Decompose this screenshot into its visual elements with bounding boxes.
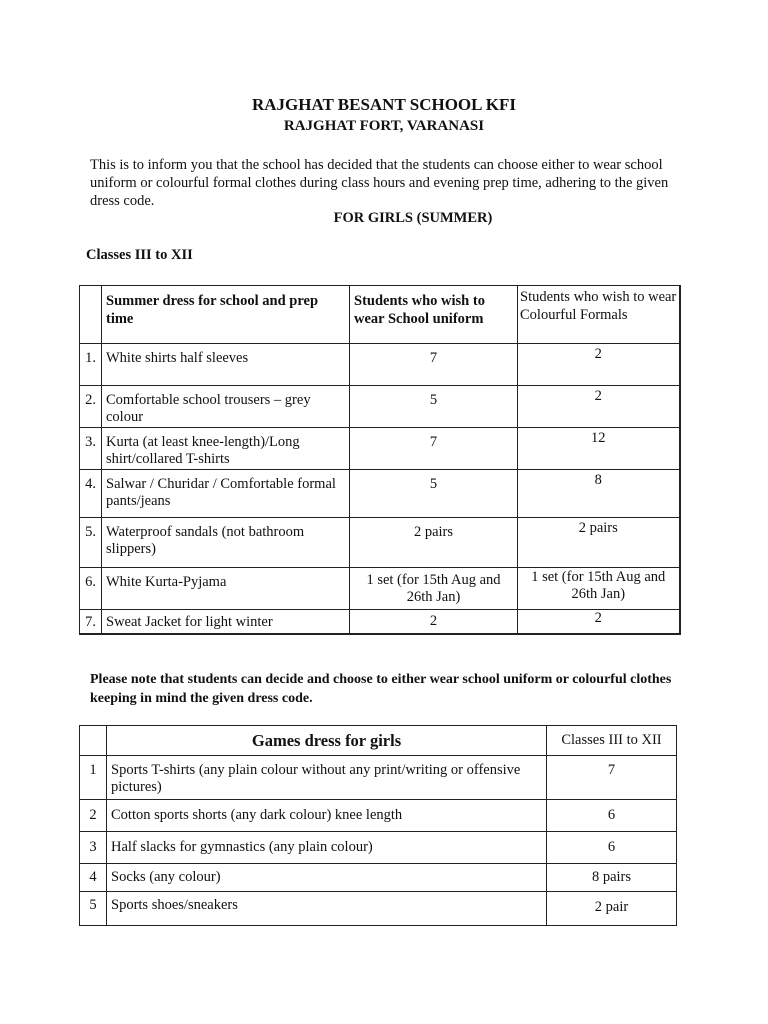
table-row xyxy=(80,386,680,428)
table-row xyxy=(80,568,680,610)
table-row xyxy=(80,800,677,832)
row-number: 4. xyxy=(80,470,102,518)
table-row xyxy=(80,470,680,518)
row-qty: 8 pairs xyxy=(547,864,677,892)
row-uniform-qty: 2 xyxy=(350,610,518,634)
row-formals-qty: 2 xyxy=(518,386,680,428)
row-item: Sports shoes/sneakers xyxy=(107,892,547,926)
games-classes-header: Classes III to XII xyxy=(547,726,677,756)
school-name: RAJGHAT BESANT SCHOOL KFI xyxy=(251,95,517,114)
row-qty: 7 xyxy=(547,756,677,800)
games-table-header-row xyxy=(80,726,677,756)
table-row xyxy=(80,610,680,634)
row-uniform-qty: 1 set (for 15th Aug and 26th Jan) xyxy=(350,568,518,610)
row-uniform-qty: 5 xyxy=(350,470,518,518)
table-row xyxy=(80,428,680,470)
row-number: 7. xyxy=(80,610,102,634)
classes-heading: Classes III to XII xyxy=(86,247,193,263)
row-number: 5. xyxy=(80,518,102,568)
row-number: 6. xyxy=(80,568,102,610)
games-title-header: Games dress for girls xyxy=(107,726,547,756)
row-item: White Kurta-Pyjama xyxy=(102,568,350,610)
row-qty: 2 pair xyxy=(547,892,677,926)
row-number: 1 xyxy=(80,756,107,800)
row-uniform-qty: 2 pairs xyxy=(350,518,518,568)
row-uniform-qty: 7 xyxy=(350,344,518,386)
table-row xyxy=(80,518,680,568)
row-number: 2 xyxy=(80,800,107,832)
summer-dress-table xyxy=(79,285,681,635)
table-row xyxy=(80,892,677,926)
row-uniform-qty: 7 xyxy=(350,428,518,470)
row-formals-qty: 2 xyxy=(518,610,680,634)
row-item: Cotton sports shorts (any dark colour) knee length xyxy=(107,800,547,832)
row-item: Sweat Jacket for light winter xyxy=(102,610,350,634)
row-item: Kurta (at least knee-length)/Long shirt/collared T-shirts xyxy=(102,428,350,470)
row-formals-qty: 2 xyxy=(518,344,680,386)
row-item: White shirts half sleeves xyxy=(102,344,350,386)
header-number-cell xyxy=(80,286,102,344)
row-item: Half slacks for gymnastics (any plain colour) xyxy=(107,832,547,864)
row-item: Sports T-shirts (any plain colour without any print/writing or offensive pictures) xyxy=(107,756,547,800)
row-number: 4 xyxy=(80,864,107,892)
row-item: Comfortable school trousers – grey colour xyxy=(102,386,350,428)
row-formals-qty: 1 set (for 15th Aug and 26th Jan) xyxy=(518,568,680,610)
row-number: 1. xyxy=(80,344,102,386)
header-formals: Students who wish to wear Colourful Formals xyxy=(518,286,680,344)
header-item: Summer dress for school and prep time xyxy=(102,286,350,344)
choice-note: Please note that students can decide and choose to either wear school uniform or colourful clothes keeping in mind the given dress code. xyxy=(90,672,672,706)
row-qty: 6 xyxy=(547,800,677,832)
school-location: RAJGHAT FORT, VARANASI xyxy=(283,118,485,134)
row-formals-qty: 2 pairs xyxy=(518,518,680,568)
row-formals-qty: 8 xyxy=(518,470,680,518)
games-dress-table xyxy=(79,725,677,926)
girls-summer-heading: FOR GIRLS (SUMMER) xyxy=(333,210,493,226)
row-formals-qty: 12 xyxy=(518,428,680,470)
header-number-cell xyxy=(80,726,107,756)
row-qty: 6 xyxy=(547,832,677,864)
row-uniform-qty: 5 xyxy=(350,386,518,428)
row-number: 2. xyxy=(80,386,102,428)
row-number: 5 xyxy=(80,892,107,926)
header-uniform: Students who wish to wear School uniform xyxy=(350,286,518,344)
table-row xyxy=(80,864,677,892)
row-item: Socks (any colour) xyxy=(107,864,547,892)
intro-paragraph: This is to inform you that the school has decided that the students can choose either to wear school uniform or colourful formal clothes during class hours and evening prep time, adhering to the given dress code. xyxy=(90,157,669,209)
table-row xyxy=(80,832,677,864)
row-number: 3 xyxy=(80,832,107,864)
row-number: 3. xyxy=(80,428,102,470)
row-item: Salwar / Churidar / Comfortable formal pants/jeans xyxy=(102,470,350,518)
table-row xyxy=(80,756,677,800)
row-item: Waterproof sandals (not bathroom slippers) xyxy=(102,518,350,568)
table-row xyxy=(80,344,680,386)
summer-table-header-row xyxy=(80,286,680,344)
